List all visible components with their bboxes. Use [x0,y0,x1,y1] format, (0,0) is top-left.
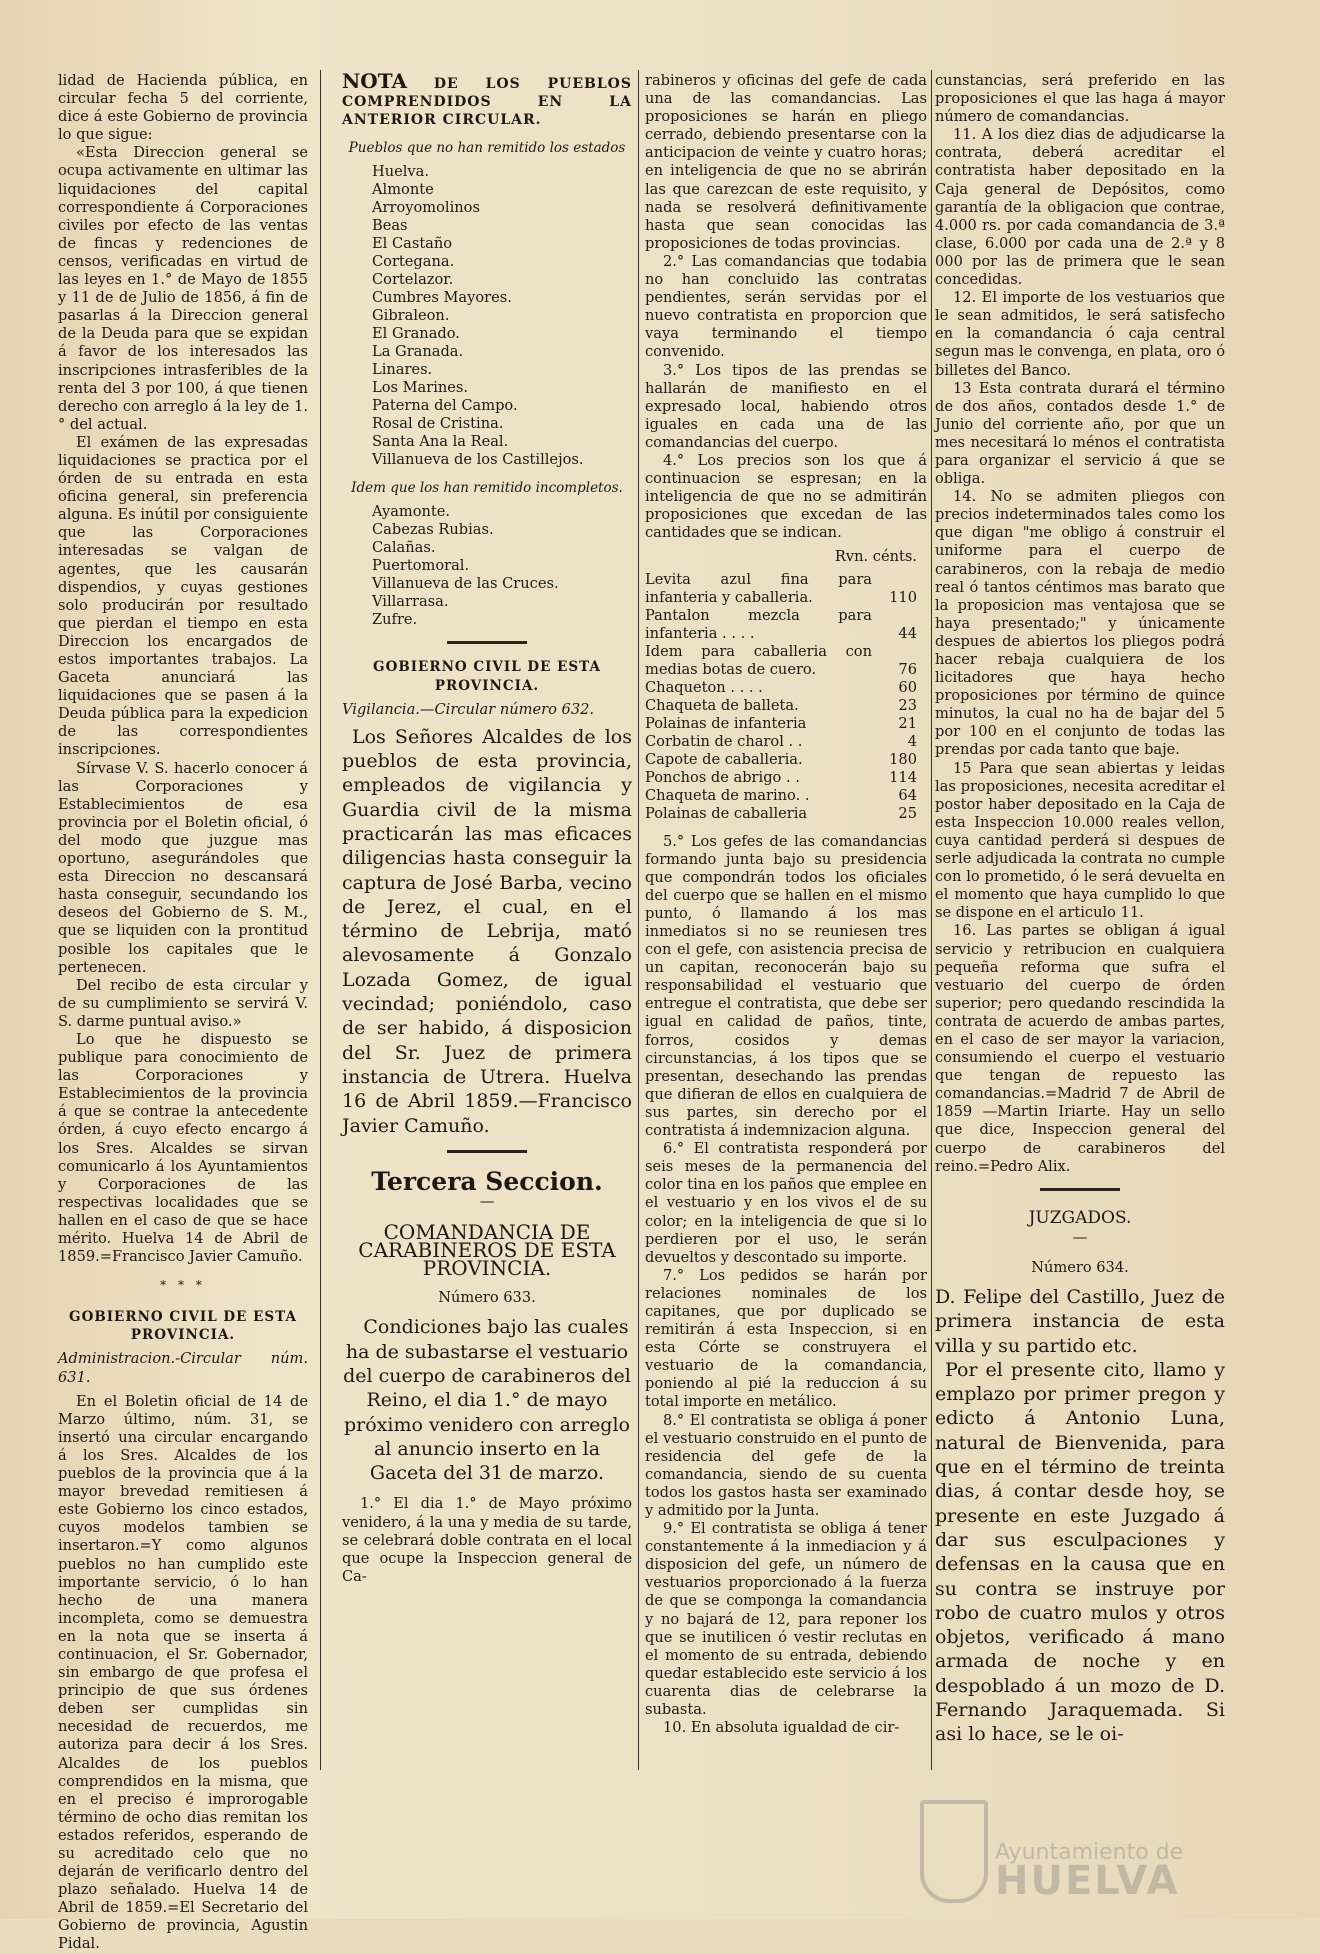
circular-subtitle: Vigilancia.—Circular número 632. [342,700,595,718]
town-item: Villarrasa. [372,593,449,611]
town-item: Linares. [372,361,433,379]
nota-heading-big: NOTA [342,69,408,93]
section-title: Tercera Seccion. [371,1166,603,1196]
paragraph: 10. En absoluta igualdad de cir- [663,1719,900,1737]
price-value: 64 [898,786,917,804]
town-item: Rosal de Cristina. [372,415,504,433]
paragraph: 5.° Los gefes de las comandancias formando junta bajo su presidencia que compondrán todos los oficiales del cuerpo que se hallen en el mismo punto, ó llamando á los mas inmediatos si no se reuniesen tres con el gefe, con asistencia precisa de un capitan, reconocerán bajo su responsabilidad el vestuario que entregue el contratista, que debe ser igual en calidad de paños, tinte, forros, cosidos y demas circunstancias, á los tipos que se presentan, desechando las prendas que difieran de ellos en cualquiera de sus partes, sin derecho por el contratista á indemnizacion alguna. [645,832,927,1140]
paragraph: lidad de Hacienda pública, en circular fecha 5 del corriente, dice á este Gobierno de provincia lo que sigue: [58,72,308,144]
paragraph: El exámen de las expresadas liquidaciones se practica por el órden de su entrada en esta oficina general, sin preferencia alguna. Es inútil por consiguiente que las Corporaciones interesadas se valgan de agentes, que les causarán dispendios, y cuyas gestiones solo producirán por resultado que pierdan el tiempo en esta Direccion los encargados de estos importantes trabajos. La Gaceta anunciará las liquidaciones que se pasen á la Deuda pública para la expedicion de las correspondientes inscripciones. [58,433,308,759]
price-item: Chaqueta de balleta. [645,696,799,714]
paragraph: 13 Esta contrata durará el término de dos años, contados desde 1.° de Junio del corriente año, por que un mes necesitará lo ménos el contratista para organizar el servicio á que se obliga. [935,379,1225,488]
price-row [645,679,927,697]
price-item: Chaqueta de marino. . [645,786,810,804]
paragraph: «Esta Direccion general se ocupa activamente en ultimar las liquidaciones del capital correspondiente á Corporaciones civiles por efecto de las ventas de fincas y redenciones de censos, verificadas en virtud de las leyes en 1.° de Mayo de 1855 y 11 de de Julio de 1856, á fin de pasarlas á la Direccion general de la Deuda para que se expidan á favor de los interesados las inscripciones intrasferibles de la renta del 3 por 100, á que tienen derecho con arreglo á la ley de 1.° del actual. [58,144,308,433]
price-value: 180 [889,750,917,768]
town-item: Gibraleon. [372,307,450,325]
price-item: Levita azul fina para infanteria y caballeria. [645,570,872,606]
list-caption: Idem que los han remitido incompletos. [351,480,623,497]
price-row [645,715,927,733]
price-row [645,751,927,769]
notice-number: Número 633. [438,1289,536,1307]
price-value: 21 [898,714,917,732]
column-rule [931,70,932,1770]
price-value: 23 [898,696,917,714]
nota-heading-rest: DE LOS PUEBLOS COMPRENDIDOS EN LA ANTERIOR CIRCULAR. [342,76,632,129]
paragraph: rabineros y oficinas del gefe de cada una de las comandancias. Las proposiciones se harán en pliego cerrado, debiendo presentarse con la anticipacion de veinte y cuatro horas; en inteligencia de que no se abrirán las que carezcan de este requisito, y nada se resolverá definitivamente hasta que sean conocidas las proposiciones de todas provincias. [645,72,927,252]
paragraph: 11. A los diez dias de adjudicarse la contrata, deberá acreditar el contratista haber depositado en la Caja general de Depósitos, como garantía de la obligacion que contrae, 4.000 rs. por cada comandancia de 3.ª clase, 6.000 por cada una de 2.ª y 8 000 por las de primera que le sean concedidas. [935,126,1225,289]
town-item: El Granado. [372,325,460,343]
town-item: Los Marines. [372,379,469,397]
paragraph: 3.° Los tipos de las prendas se hallarán de manifiesto en el expresado local, habiendo otros iguales en cada una de las comandancias del cuerpo. [645,361,927,451]
town-list-incomplete [342,503,632,629]
conditions-title: Condiciones bajo las cuales ha de subastarse el vestuario del cuerpo de carabineros del Reino, el dia 1.° de mayo próximo venidero con arreglo al anuncio inserto en la Gaceta del 31 de marzo. [343,1316,631,1485]
price-item: Ponchos de abrigo . . [645,768,800,786]
paragraph: 1.° El dia 1.° de Mayo próximo venidero, á la una y media de su tarde, se celebrará doble contrata en el local que ocupe la Inspeccion general de Ca- [342,1495,632,1585]
circular-subtitle: Administracion.-Circular núm. 631. [58,1350,308,1386]
town-item: Villanueva de los Castillejos. [372,451,584,469]
price-value: 60 [898,678,917,696]
price-item: Corbatin de charol . . [645,732,803,750]
judge-intro: D. Felipe del Castillo, Juez de primera instancia de esta villa y su partido etc. [935,1286,1225,1357]
price-row [645,607,927,643]
watermark-line2: HUELVA [995,1858,1180,1904]
paragraph: Del recibo de esta circular y de su cumplimiento se servirá V. S. darme puntual aviso.» [58,976,308,1030]
paragraph: Sírvase V. S. hacerlo conocer á las Corporaciones y Establecimientos de esa provincia por el Boletin oficial, ó del modo que juzgue mas oportuno, asegurándoles que esta Direccion no descansará hasta conseguir, secundando los deseos del Gobierno de S. M., que se liquiden con la prontitud posible los capitales que le pertenecen. [58,759,308,976]
price-item: Pantalon mezcla para infanteria . . . . [645,606,872,642]
price-row [645,769,927,787]
price-item: Capote de caballeria. [645,750,803,768]
paragraph: 4.° Los precios son los que á continuacion se espresan; en la inteligencia de que no se admitirán proposiciones que excedan de las cantidades que se indican. [645,451,927,542]
price-row [645,643,927,679]
section-heading: GOBIERNO CIVIL DE ESTA PROVINCIA. [69,1309,297,1344]
paragraph: cunstancias, será preferido en las proposiciones el que las haga á mayor número de comandancias. [935,72,1225,126]
town-item: Santa Ana la Real. [372,433,509,451]
town-item: La Granada. [372,343,464,361]
price-value: 76 [898,660,917,678]
column-rule [638,70,639,1770]
paragraph: 7.° Los pedidos se harán por relaciones nominales de los capitanes, que por duplicado se remitirán á esta Inspeccion, si en esta Córte se construyera el vestuario de la comandancia, poniendo al pié la reduccion á su total importe en metálico. [645,1266,927,1411]
town-item: Villanueva de las Cruces. [372,575,559,593]
town-list-missing [342,163,632,469]
paragraph: 2.° Las comandancias que todabia no han concluido las contratas pendientes, serán servidas por el nuevo contratista en proporcion que vaya terminando el tiempo convenido. [645,252,927,361]
comandancia-heading: COMANDANCIA DE CARABINEROS DE ESTA PROVINCIA. [358,1219,616,1281]
town-item: Ayamonte. [372,503,451,521]
town-item: Cortelazor. [372,271,454,289]
column-2 [342,69,632,1586]
town-item: Almonte [372,181,434,199]
town-item: Paterna del Campo. [372,397,518,415]
column-1 [58,72,308,1954]
paragraph: 16. Las partes se obligan á igual servicio y retribucion en cualquiera pequeña reforma que sufra el vestuario del cuerpo de órden superior; pero quedando rescindida la contrata de acuerdo de ambas partes, en el caso de ser mayor la variacion, consumiendo el cuerpo el vestuario que tengan de repuesto las comandancias.=Madrid 7 de Abril de 1859 —Martin Iriarte. Hay un sello que dice, Inspeccion general del cuerpo de carabineros del reino.=Pedro Alix. [935,922,1225,1175]
paragraph: En el Boletin oficial de 14 de Marzo último, núm. 31, se insertó una circular encargando á los Sres. Alcaldes de los pueblos de la provincia que á la mayor brevedad remitiesen á este Gobierno los cinco estados, cuyos modelos tambien se insertaron.=Y como algunos pueblos no han cumplido este importante servicio, ó lo han hecho de una manera incompleta, como se demuestra en la nota que se inserta á continuacion, el Sr. Gobernador, sin embargo de que profesa el principio de que sus órdenes deben ser cumplidas sin necesidad de recuerdos, me autoriza para decir á los Sres. Alcaldes de los pueblos comprendidos en la misma, que en el preciso é improrogable término de ocho dias remitan los estados referidos, esperando de su acreditado celo que no dejarán de verificarlo dentro del plazo señalado. Huelva 14 de Abril de 1859.=El Secretario del Gobierno de provincia, Agustin Pidal. [58,1392,308,1953]
nota-heading [342,69,632,129]
dash-separator: — [479,1192,495,1210]
divider [447,641,527,644]
section-heading: GOBIERNO CIVIL DE ESTA PROVINCIA. [373,659,601,694]
paragraph: 15 Para que sean abiertas y leidas las proposiciones, necesita acreditar el postor haber depositado en la Caja de esta Inspeccion 10.000 reales vellon, cuya cantidad perderá si despues de serle adjudicada la contrata no cumple con lo prometido, ó le será devuelta en el momento que haya cumplido lo que se dispone en el articulo 11. [935,759,1225,922]
price-item: Polainas de infanteria [645,714,807,732]
notice-number: Número 634. [1031,1258,1129,1276]
price-item: Polainas de caballeria [645,804,808,822]
divider [447,1150,527,1153]
price-value: 44 [898,624,917,642]
price-row [645,571,927,607]
price-table [645,571,927,823]
section-separator: * * * [160,1278,206,1293]
price-unit-header: Rvn. cénts. [834,548,917,566]
paragraph: Lo que he dispuesto se publique para conocimiento de las Corporaciones y Establecimientos de la provincia á que se contrae la antecedente órden, á cuyo efecto encargo á los Sres. Alcaldes se sirvan comunicarlo á los Ayuntamientos y Corporaciones de las respectivas localidades que se hallen en el caso de que se hace mérito. Huelva 14 de Abril de 1859.=Francisco Javier Camuño. [58,1030,308,1266]
town-item: Puertomoral. [372,557,470,575]
price-row [645,787,927,805]
paragraph: 8.° El contratista se obliga á poner el vestuario construido en el punto de residencia del gefe de la comandancia, siendo de su cuenta todos los gastos hasta ser examinado y admitido por la Junta. [645,1411,927,1519]
vigilancia-notice: Los Señores Alcaldes de los pueblos de esta provincia, empleados de vigilancia y Guardia civil de la misma practicarán las mas eficaces diligencias hasta conseguir la captura de José Barba, vecino de Jerez, el cual, en el término de Lebrija, mató alevosamente á Gonzalo Lozada Gomez, de igual vecindad; poniéndolo, caso de ser habido, á disposicion del Sr. Juez de primera instancia de Utrera. Huelva 16 de Abril 1859.—Francisco Javier Camuño. [342,725,632,1137]
town-item: Huelva. [372,163,430,181]
price-value: 4 [907,732,917,750]
price-item: Idem para caballeria con medias botas de cuero. [645,642,872,678]
town-item: Cabezas Rubias. [372,521,494,539]
town-item: Beas [372,217,408,235]
paragraph: 14. No se admiten pliegos con precios indeterminados tales como los que digan "me obligo á construir el uniforme para el cuerpo de carabineros, con la rebaja de medio real ó tantos céntimos mas barato que la proposicion mas ventajosa que se haya presentado;" y únicamente despues de abiertos los pliegos podrá hacer rebaja cualquiera de los licitadores que haya hecho proposiciones por término de quince minutos, la cual no ha de bajar del 5 por 100 en el conjunto de todas las prendas por cada tanto que baje. [935,488,1225,759]
town-item: El Castaño [372,235,453,253]
dash-separator: — [1072,1228,1088,1246]
edict-text: Por el presente cito, llamo y emplazo por primer pregon y edicto á Antonio Luna, natural de Bienvenida, para que en el término de treinta dias, á contar desde hoy, se presente en este Juzgado á dar sus esculpaciones y defensas en la causa que en su contra se instruye por robo de cuatro mulos y otros objetos, verificado á mano armada de noche y en despoblado á un mozo de D. Fernando Jaraquemada. Si asi lo hace, se le oi- [935,1358,1225,1746]
section-heading: JUZGADOS. [1028,1207,1132,1228]
paragraph: 9.° El contratista se obliga á tener constantemente á la inmediacion y á disposicion del gefe, un número de vestuarios proporcionado á la fuerza de que se componga la comandancia y no bajará de 12, para reponer los que se inutilicen ó vestir reclutas en el momento de su entrada, debiendo quedar establecido este servicio á los cuarenta dias de celebrarse la subasta. [645,1520,927,1719]
column-rule [320,70,321,1770]
town-item: Arroyomolinos [372,199,480,217]
town-item: Calañas. [372,539,436,557]
price-item: Chaqueton . . . . [645,678,763,696]
price-value: 25 [898,804,917,822]
column-4 [935,72,1225,1747]
town-item: Zufre. [372,611,418,629]
watermark [900,1840,1230,1904]
price-row [645,697,927,715]
shield-icon [920,1800,988,1903]
town-item: Cortegana. [372,253,455,271]
paragraph: 6.° El contratista responderá por seis meses de la permanencia del color tina en los paños que emplee en el vestuario y en los vivos el de su color; en la inteligencia de que si lo perdieren por el uso, le serán devueltos y descontado su importe. [645,1140,927,1266]
town-item: Cumbres Mayores. [372,289,512,307]
price-row [645,805,927,823]
price-value: 110 [889,588,917,606]
price-row [645,733,927,751]
price-value: 114 [889,768,917,786]
column-3 [645,72,927,1737]
watermark-line1: Ayuntamiento de [995,1840,1184,1865]
list-caption: Pueblos que no han remitido los estados [348,140,626,157]
paragraph: 12. El importe de los vestuarios que le sean admitidos, le será satisfecho en la comandancia ó caja central segun mas le convenga, en plata, oro ó billetes del Banco. [935,289,1225,379]
divider [1040,1188,1120,1191]
